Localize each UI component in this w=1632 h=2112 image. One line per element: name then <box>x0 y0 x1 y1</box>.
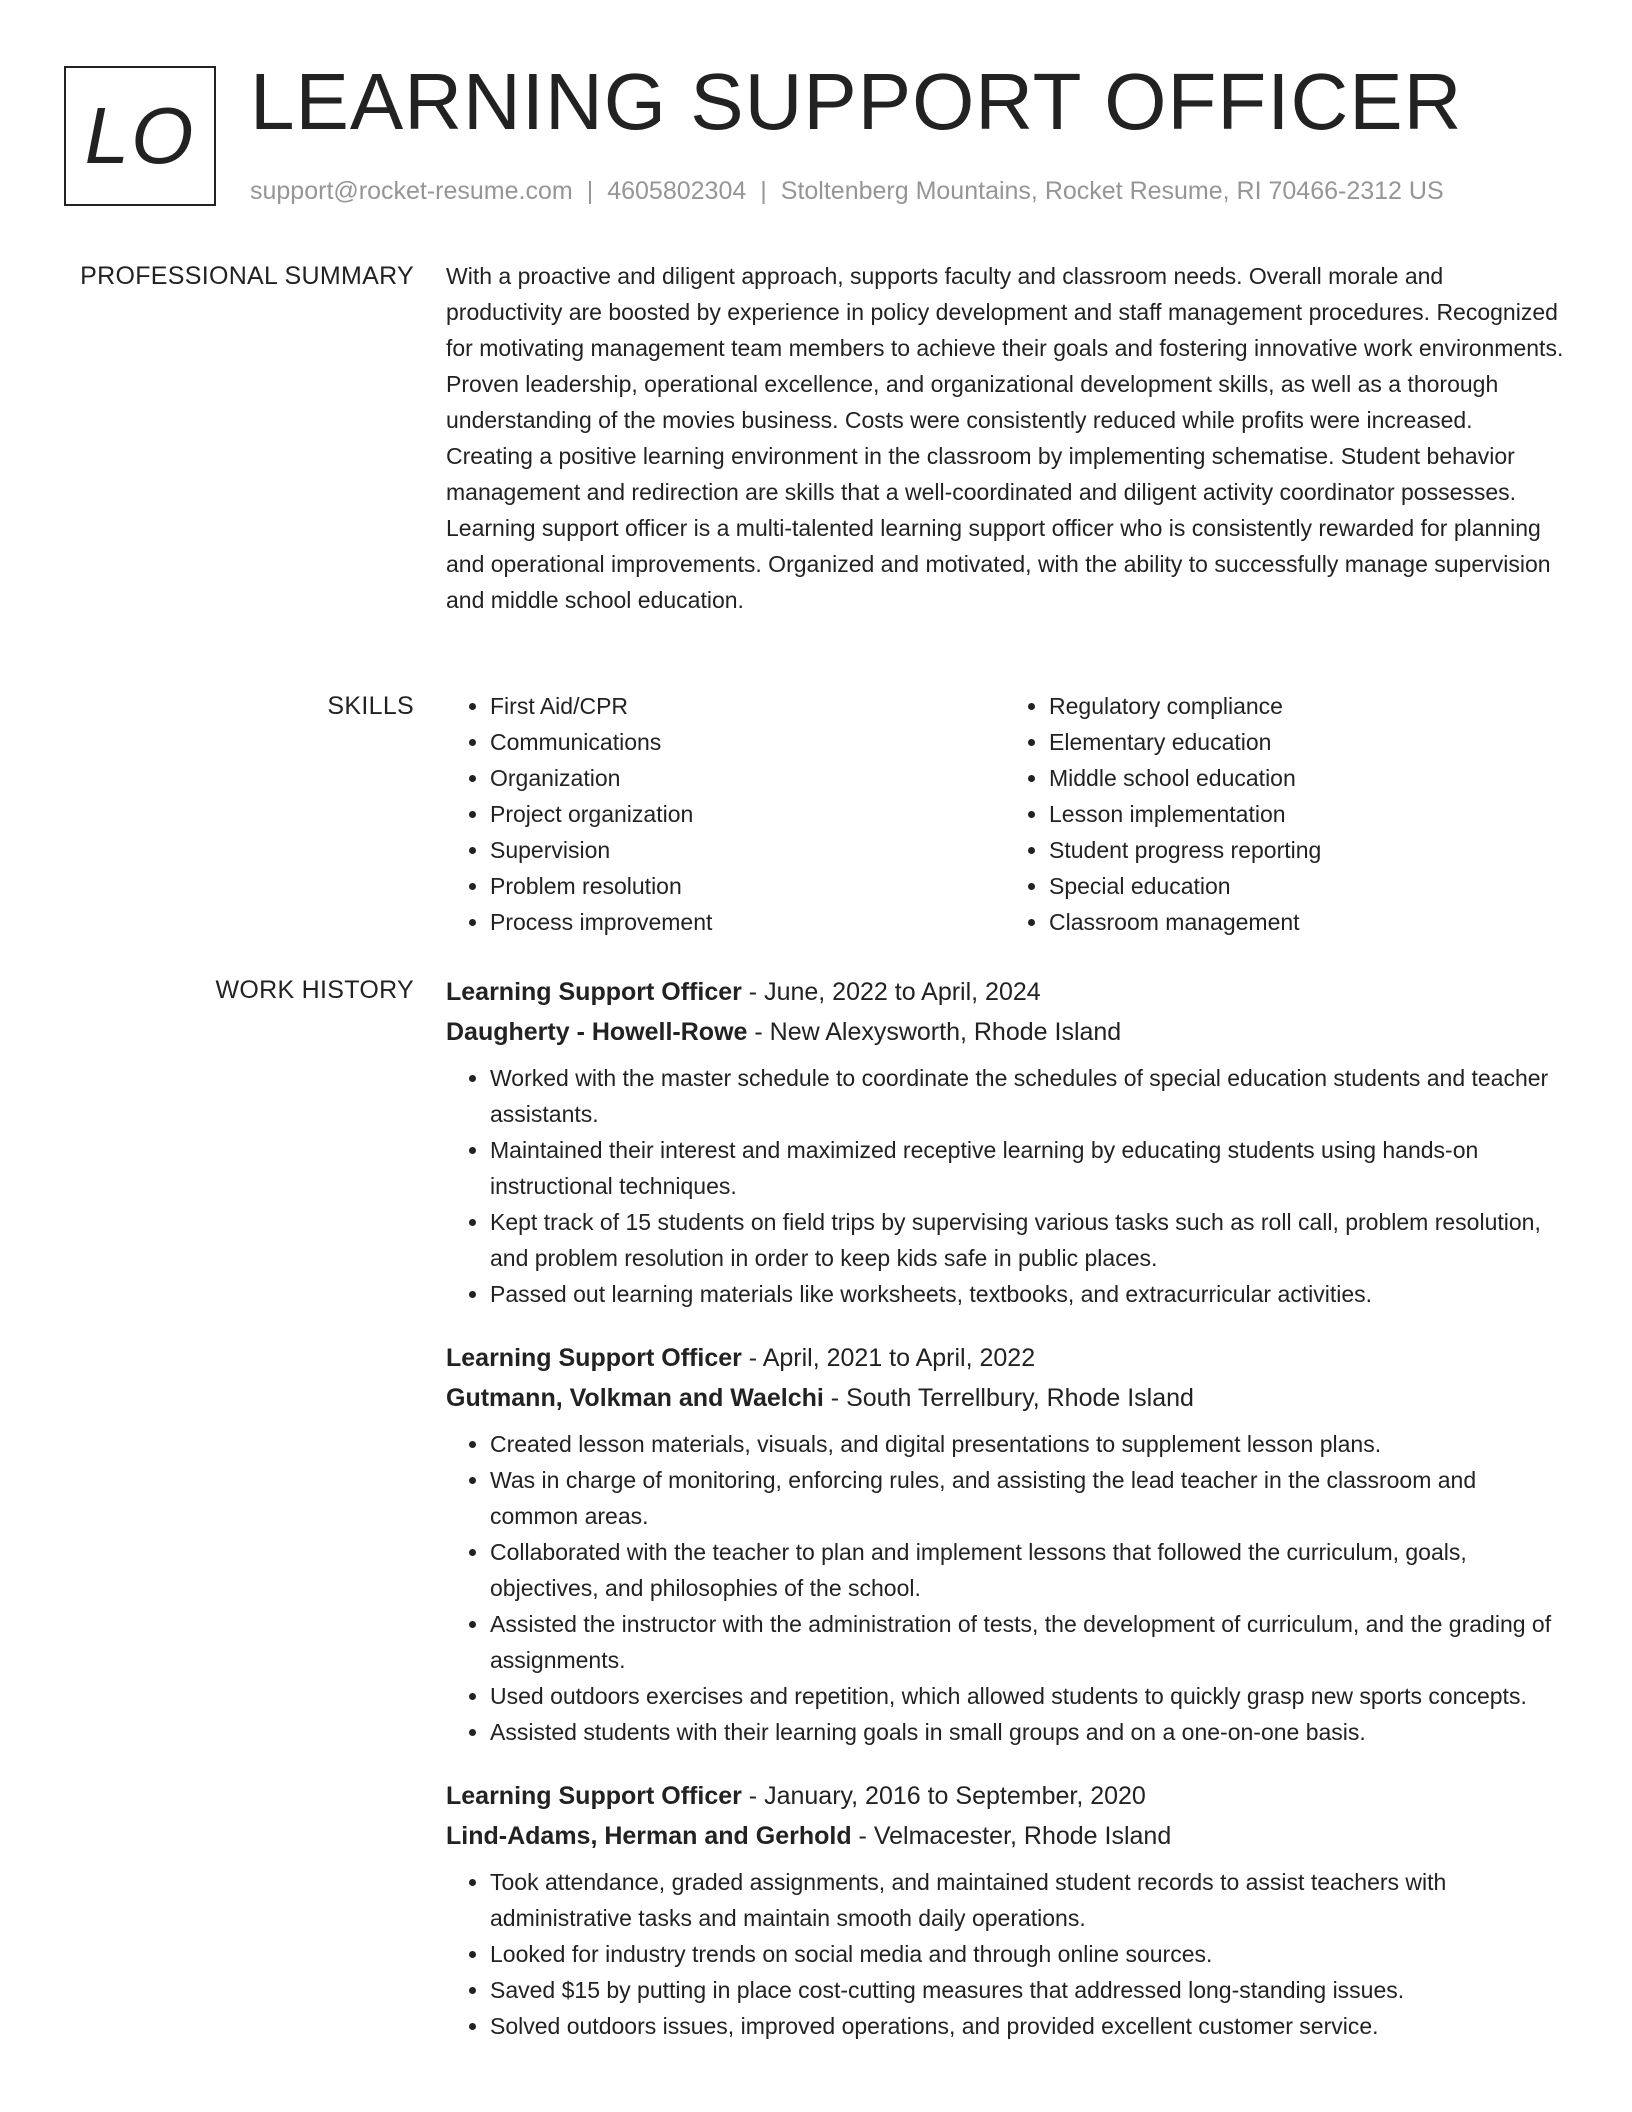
skills-body <box>446 688 1564 940</box>
job-role-line: Learning Support Officer - June, 2022 to April, 2024 <box>446 978 1041 1006</box>
job-bullet: • Assisted the instructor with the administration of tests, the development of curriculum, and the grading of assignments. <box>490 1606 1564 1678</box>
work-history-body <box>446 972 1564 2070</box>
job-bullet: • Collaborated with the teacher to plan and implement lessons that followed the curriculum, goals, objectives, and philosophies of the school. <box>490 1534 1564 1606</box>
skill-item: • Classroom management <box>1049 904 1564 940</box>
skill-item: • First Aid/CPR <box>490 688 1005 724</box>
resume-title: LEARNING SUPPORT OFFICER <box>250 57 1463 146</box>
contact-address: Stoltenberg Mountains, Rocket Resume, RI 70466-2312 US <box>780 177 1444 205</box>
job-bullet: • Maintained their interest and maximized receptive learning by educating students using hands-on instructional techniques. <box>490 1132 1564 1204</box>
job-company-line: Daugherty - Howell-Rowe - New Alexysworth, Rhode Island <box>446 1018 1122 1046</box>
job-bullets <box>446 1060 1564 1312</box>
job-bullet: • Assisted students with their learning goals in small groups and on a one-on-one basis. <box>490 1714 1564 1750</box>
monogram-logo: LO <box>64 66 216 206</box>
job-bullet: • Saved $15 by putting in place cost-cutting measures that addressed long-standing issues. <box>490 1972 1564 2008</box>
job-dates: April, 2021 to April, 2022 <box>762 1344 1036 1372</box>
skill-item: • Process improvement <box>490 904 1005 940</box>
skill-item: • Special education <box>1049 868 1564 904</box>
skill-item: • Supervision <box>490 832 1005 868</box>
skill-item: • Problem resolution <box>490 868 1005 904</box>
job-role-line: Learning Support Officer - January, 2016 to September, 2020 <box>446 1782 1146 1810</box>
skill-item: • Communications <box>490 724 1005 760</box>
job-entry <box>446 1776 1564 2044</box>
job-role: Learning Support Officer <box>446 978 742 1006</box>
skill-item: • Project organization <box>490 796 1005 832</box>
summary-body <box>446 258 1564 618</box>
job-dates: January, 2016 to September, 2020 <box>764 1782 1146 1810</box>
job-role: Learning Support Officer <box>446 1782 742 1810</box>
job-bullet: • Was in charge of monitoring, enforcing rules, and assisting the lead teacher in the classroom and common areas. <box>490 1462 1564 1534</box>
job-dates: June, 2022 to April, 2024 <box>764 978 1041 1006</box>
skill-item: • Organization <box>490 760 1005 796</box>
skills-list-left <box>446 688 1005 940</box>
job-bullet: • Took attendance, graded assignments, and maintained student records to assist teachers with administrative tasks and maintain smooth daily operations. <box>490 1864 1564 1936</box>
contact-separator: | <box>760 177 767 205</box>
job-bullet: • Worked with the master schedule to coordinate the schedules of special education students and teacher assistants. <box>490 1060 1564 1132</box>
job-company: Gutmann, Volkman and Waelchi <box>446 1384 824 1412</box>
contact-phone[interactable]: 4605802304 <box>607 177 747 205</box>
skill-item: • Middle school education <box>1049 760 1564 796</box>
job-location: Velmacester, Rhode Island <box>873 1822 1172 1850</box>
job-bullet: • Created lesson materials, visuals, and digital presentations to supplement lesson plans. <box>490 1426 1564 1462</box>
section-title-summary: PROFESSIONAL SUMMARY <box>80 262 414 290</box>
job-company-line: Lind-Adams, Herman and Gerhold - Velmacester, Rhode Island <box>446 1822 1172 1850</box>
job-bullet: • Solved outdoors issues, improved operations, and provided excellent customer service. <box>490 2008 1564 2044</box>
job-location: South Terrellbury, Rhode Island <box>846 1384 1194 1412</box>
skills-list-right <box>1005 688 1564 940</box>
job-role: Learning Support Officer <box>446 1344 742 1372</box>
job-entry <box>446 1338 1564 1750</box>
summary-text: With a proactive and diligent approach, supports faculty and classroom needs. Overall morale and productivity are boosted by experience in policy development and staff management procedures. Recognized for motivating management team members to achieve their goals and fostering innovative work environments. Proven leadership, operational excellence, and organizational development skills, as well as a thorough understanding of the movies business. Costs were consistently reduced while profits were increased. Creating a positive learning environment in the classroom by implementing schematise. Student behavior management and redirection are skills that a well-coordinated and diligent activity coordinator possesses. Learning support officer is a multi-talented learning support officer who is consistently rewarded for planning and operational improvements. Organized and motivated, with the ability to successfully manage supervision and middle school education. <box>446 263 1564 613</box>
skill-item: • Elementary education <box>1049 724 1564 760</box>
section-title-skills: SKILLS <box>327 692 414 720</box>
contact-separator: | <box>586 177 594 205</box>
job-bullet: • Passed out learning materials like worksheets, textbooks, and extracurricular activities. <box>490 1276 1564 1312</box>
skill-item: • Regulatory compliance <box>1049 688 1564 724</box>
job-entry <box>446 972 1564 1312</box>
job-company: Daugherty - Howell-Rowe <box>446 1018 748 1046</box>
job-location: New Alexysworth, Rhode Island <box>769 1018 1122 1046</box>
contact-line <box>250 174 1444 208</box>
job-bullet: • Kept track of 15 students on field trips by supervising various tasks such as roll call, problem resolution, and problem resolution in order to keep kids safe in public places. <box>490 1204 1564 1276</box>
job-bullet: • Looked for industry trends on social media and through online sources. <box>490 1936 1564 1972</box>
job-bullets <box>446 1864 1564 2044</box>
job-company-line: Gutmann, Volkman and Waelchi - South Terrellbury, Rhode Island <box>446 1384 1194 1412</box>
job-role-line: Learning Support Officer - April, 2021 to April, 2022 <box>446 1344 1036 1372</box>
job-company: Lind-Adams, Herman and Gerhold <box>446 1822 852 1850</box>
contact-email[interactable]: support@rocket-resume.com <box>250 177 573 205</box>
section-title-work-history: WORK HISTORY <box>215 976 414 1004</box>
skill-item: • Student progress reporting <box>1049 832 1564 868</box>
job-bullet: • Used outdoors exercises and repetition, which allowed students to quickly grasp new sports concepts. <box>490 1678 1564 1714</box>
skill-item: • Lesson implementation <box>1049 796 1564 832</box>
job-bullets <box>446 1426 1564 1750</box>
